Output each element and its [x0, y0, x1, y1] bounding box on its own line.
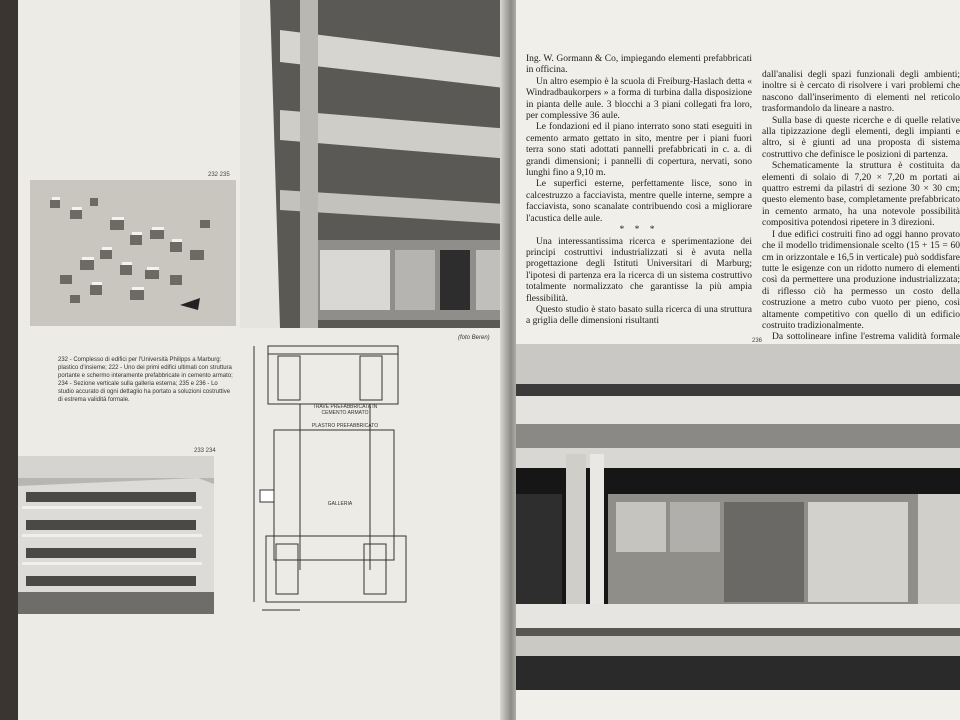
col2-paragraph: Schematicamente la struttura è costituita da elementi di solaio di 7,20 × 7,20 m portati ai quattro estremi da pilastri di sezione 30 × 30 cm; questo elemento base, completamente prefabbricato in cemento armato, ha una notevole possibilità compositiva potendosi ripetere in 3 direzioni.: [762, 161, 960, 229]
facade-detail-photo-graphic: [516, 344, 960, 690]
col1-paragraph: Le superfici esterne, perfettamente lisce, sono in calcestruzzo a facciavista, mentre quelle interne, sempre a facciavista, sono scanalate contribuendo così a migliorare l'acustica delle aule.: [526, 179, 752, 224]
right-page: [516, 0, 960, 720]
col1-paragraph: Le fondazioni ed il piano interrato sono stati eseguiti in cemento armato gettato in sito, mentre per i piani fuori terra sono stati adottati pannelli prefabbricati in c. a. di grandi dimensioni; i pannelli di copertura, nervati, sono lunghi fino a 9,10 m.: [526, 122, 752, 179]
building-photo-top: [240, 0, 522, 328]
building-photo-top-graphic: [240, 0, 522, 328]
section-separator: * * *: [619, 225, 659, 236]
col1-paragraph: Questo studio è stato basato sulla ricerca di una struttura a griglia delle dimensioni risultanti: [526, 304, 752, 327]
col1-paragraph: Un altro esempio è la scuola di Freiburg-Haslach detta « Windradbaukorpers » a forma di turbina dalla disposizione in pianta delle aule. 3 blocchi a 3 piani collegati fra loro, per complessive 36 aule.: [526, 76, 752, 122]
fig-number-top: 232 235: [208, 172, 230, 178]
drawing-label-plastro: PLASTRO PREFABBRICATO: [311, 423, 379, 429]
col2-paragraph: Sulla base di queste ricerche e di quelle relative alla tipizzazione degli elementi, degli impianti e altro, si è giunti ad una proposta di sistema costruttivo che definisce le posizioni di partenza.: [762, 115, 960, 160]
col2-paragraph: I due edifici costruiti fino ad oggi hanno provato che il modello tridimensionale scelto (15 + 15 = 60 cm in orizzontale e 16,5 in verticale) può soddisfare tutte le esigenze con un ridotto numero di elementi così da permettere una produzione industrializzata; di riflesso ciò ha permesso un costo della costruzione a metro cubo vuoto per pieno, così altamente competitivo con quello di un edificio costruito tradizionalmente.: [762, 229, 960, 331]
col1-paragraph: Una interessantissima ricerca e sperimentazione dei principi costruttivi industrializzati si è avuta nella progettazione degli Istituti Universitari di Marburg; l'ipotesi di partenza era la ricerca di un sistema costruttivo totalmente normalizzato che garantisse la più ampia flessibilità.: [526, 236, 752, 304]
drawing-label-trave: TRAVE PREFABBRICATA IN CEMENTO ARMATO: [312, 404, 378, 416]
section-drawing: [240, 340, 430, 620]
photo-credit: (foto Beren): [458, 335, 490, 341]
figure-caption: 232 - Complesso di edifici per l'Università Philipps a Marburg: plastico d'insieme; 222 - Uno dei primi edifici ultimati con struttura portante e schermo interamente prefabbricate in cemento armato; 234 - Sezione verticale sulla galleria esterna; 235 e 236 - Lo studio accurato di ogni dettaglio ha portato a soluzioni costruttive di estrema validità formale.: [58, 357, 233, 403]
text-column-2: [762, 70, 960, 343]
building-photo-bottom-graphic: [18, 456, 214, 614]
fig-number-236: 236: [752, 338, 763, 344]
facade-detail-photo: [516, 344, 960, 690]
left-page: [18, 0, 516, 720]
section-drawing-graphic: [240, 340, 430, 620]
model-photo-graphic: [30, 180, 236, 326]
col2-paragraph: Da sottolineare infine l'estrema validità formale: [772, 332, 960, 343]
model-photo: [30, 180, 236, 326]
building-photo-bottom: [18, 456, 214, 614]
fig-number-mid: 233 234: [194, 448, 216, 454]
text-column-1: [526, 54, 752, 326]
col1-paragraph: Ing. W. Gormann & Co, impiegando elementi prefabbricati in officina.: [526, 54, 752, 76]
col2-paragraph: dall'analisi degli spazi funzionali degli ambienti; inoltre si è cercato di risolvere i vari problemi che nascono dall'inserimento di elementi nel reticolo trasformandolo da lineare a nastro.: [762, 70, 960, 115]
drawing-label-galleria: GALLERIA: [327, 501, 353, 507]
